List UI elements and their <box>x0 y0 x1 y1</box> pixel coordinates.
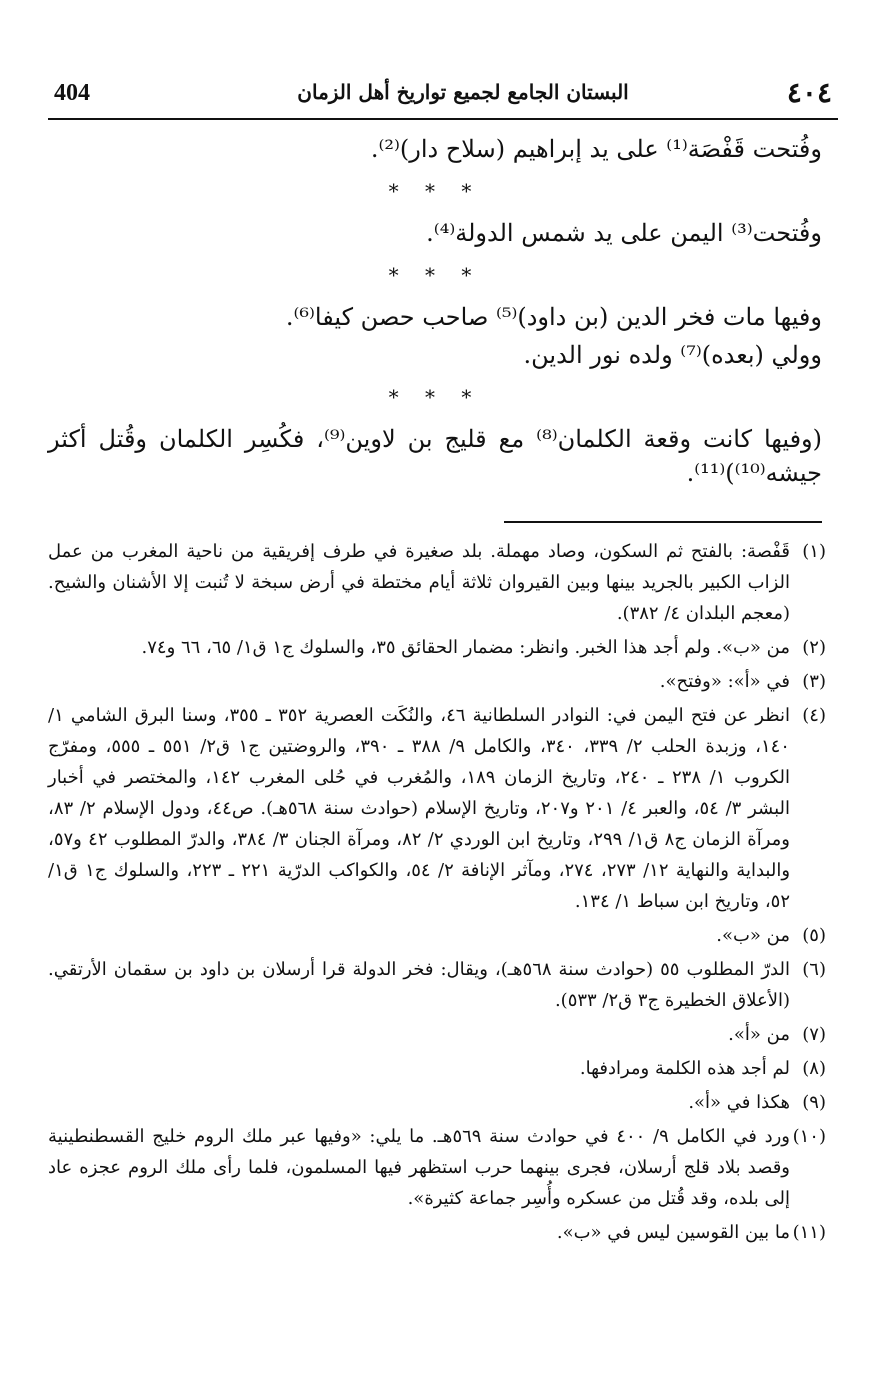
footnote-text: الدرّ المطلوب ٥٥ (حوادث سنة ٥٦٨هـ)، ويقال: فخر الدولة قرا أرسلان بن داود بن سقمان الأرتقي. (الأعلاق الخطيرة ج٣ ق٢/ ٥٣٣). <box>48 959 790 1011</box>
footnote-text: من «ب». <box>716 925 790 946</box>
paragraph-nur-al-din: وولي (بعده)⁽⁷⁾ ولده نور الدين. <box>523 341 822 369</box>
footnote-text: من «ب». ولم أجد هذا الخبر. وانظر: مضمار الحقائق ٣٥، والسلوك ج١ ق١/ ٦٥، ٦٦ و٧٤. <box>141 637 790 658</box>
paragraph-yemen: وفُتحت⁽³⁾ اليمن على يد شمس الدولة⁽⁴⁾. <box>426 219 822 247</box>
footnote-number: (٧) <box>802 1024 826 1045</box>
footnote-8 <box>48 1053 826 1084</box>
footnote-3 <box>48 666 826 697</box>
footnote-text: هكذا في «أ». <box>688 1092 790 1113</box>
footnote-text: انظر عن فتح اليمن في: النوادر السلطانية ٤٦، والنُكَت العصرية ٣٥٢ ـ ٣٥٥، وسنا البرق الشامي ١/ ١٤٠، وزبدة الحلب ٢/ ٣٣٩، ٣٤٠، والكامل ٩/ ٣٨٨ ـ ٣٩٠، والروضتين ج١ ق٢/ ٥٥١ ـ ٥٥٥، ومفرّج الكروب ١/ ٢٣٨ ـ ٢٤٠، وتاريخ الزمان ١٨٩، والمُغرب في حُلى المغرب ١٤٢، والمختصر في أخبار البشر ٣/ ٥٤، والعبر ٤/ ٢٠١ و٢٠٧، وتاريخ الإسلام (حوادث سنة ٥٦٨هـ). ص٤٤، ودول الإسلام ٢/ ٨٣، ومرآة الزمان ج٨ ق١/ ٢٩٩، وتاريخ ابن الوردي ٢/ ٨٢، ومرآة الجنان ٣/ ٣٨٤، والدرّ المطلوب ٤٢ و٥٧، والبداية والنهاية ١٢/ ٢٧٣، ٢٧٤، ومآثر الإنافة ٢/ ٥٤، والكواكب الدرّية ٢٢١ ـ ٢٢٣، والسلوك ج١ ق١/ ٥٢، وتاريخ ابن سباط ١/ ١٣٤. <box>48 705 791 912</box>
section-separator: * * * <box>388 385 482 409</box>
footnote-1 <box>48 536 826 629</box>
footnote-number: (٥) <box>802 925 826 946</box>
paragraph-qafsa: وفُتحت قَفْصَة⁽¹⁾ على يد إبراهيم (سلاح دار)⁽²⁾. <box>370 135 822 163</box>
footnote-number: (٨) <box>802 1058 826 1079</box>
footnote-5 <box>48 920 826 951</box>
section-separator: * * * <box>388 263 482 287</box>
book-title: البستان الجامع لجميع تواريخ أهل الزمان <box>297 80 629 104</box>
footnote-text: قَفْصة: بالفتح ثم السكون، وصاد مهملة. بلد صغيرة في طرف إفريقية من ناحية المغرب من عمل الزاب الكبير بالجريد بينها وبين القيروان ثلاثة أيام مختطة في أرض سبخة لا تُنبت إلا الأشنان والشيح. (معجم البلدان ٤/ ٣٨٢). <box>48 541 790 624</box>
footnote-number: (٣) <box>802 671 826 692</box>
main-text <box>48 128 822 494</box>
footnote-text: ورد في الكامل ٩/ ٤٠٠ في حوادث سنة ٥٦٩هـ. ما يلي: «وفيها عبر ملك الروم خليج القسطنطينية وقصد بلاد قلج أرسلان، فجرى بينهما حرب استظهر فيها المسلمون، فلما رأى ملك الروم عجزه عاد إلى بلده، وقد قُتل من عسكره وأُسِر جماعة كثيرة». <box>48 1126 790 1209</box>
footnote-7 <box>48 1019 826 1050</box>
footnote-number: (٤) <box>802 705 826 726</box>
footnote-number: (١١) <box>792 1222 826 1243</box>
footnote-number: (١) <box>802 541 826 562</box>
footnote-9 <box>48 1087 826 1118</box>
footnote-10 <box>48 1121 826 1214</box>
footnote-text: ما بين القوسين ليس في «ب». <box>556 1222 790 1243</box>
footnote-number: (١٠) <box>792 1126 826 1147</box>
footnote-6 <box>48 954 826 1016</box>
footnote-number: (٩) <box>802 1092 826 1113</box>
footnote-2 <box>48 632 826 663</box>
paragraph-kalman-battle: (وفيها كانت وقعة الكلمان⁽⁸⁾ مع قليج بن لاوين⁽⁹⁾، فكُسِر الكلمان وقُتل أكثر جيشه⁽¹⁰⁾)⁽¹¹⁾. <box>48 425 823 487</box>
header-rule <box>48 118 838 120</box>
footnote-rule <box>504 521 822 523</box>
section-separator: * * * <box>388 179 482 203</box>
footnotes <box>48 536 826 1251</box>
paragraph-fakhr-al-din: وفيها مات فخر الدين (بن داود)⁽⁵⁾ صاحب حصن كيفا⁽⁶⁾. <box>285 303 822 331</box>
footnote-text: من «أ». <box>728 1024 790 1045</box>
footnote-number: (٦) <box>802 959 826 980</box>
page-number-latin: 404 <box>54 80 90 106</box>
footnote-4 <box>48 700 826 917</box>
footnote-number: (٢) <box>802 637 826 658</box>
running-header <box>48 72 838 116</box>
footnote-text: في «أ»: «وفتح». <box>659 671 790 692</box>
footnote-text: لم أجد هذه الكلمة ومرادفها. <box>579 1058 790 1079</box>
footnote-11 <box>48 1217 826 1248</box>
page-number-arabic: ٤٠٤ <box>786 76 832 109</box>
